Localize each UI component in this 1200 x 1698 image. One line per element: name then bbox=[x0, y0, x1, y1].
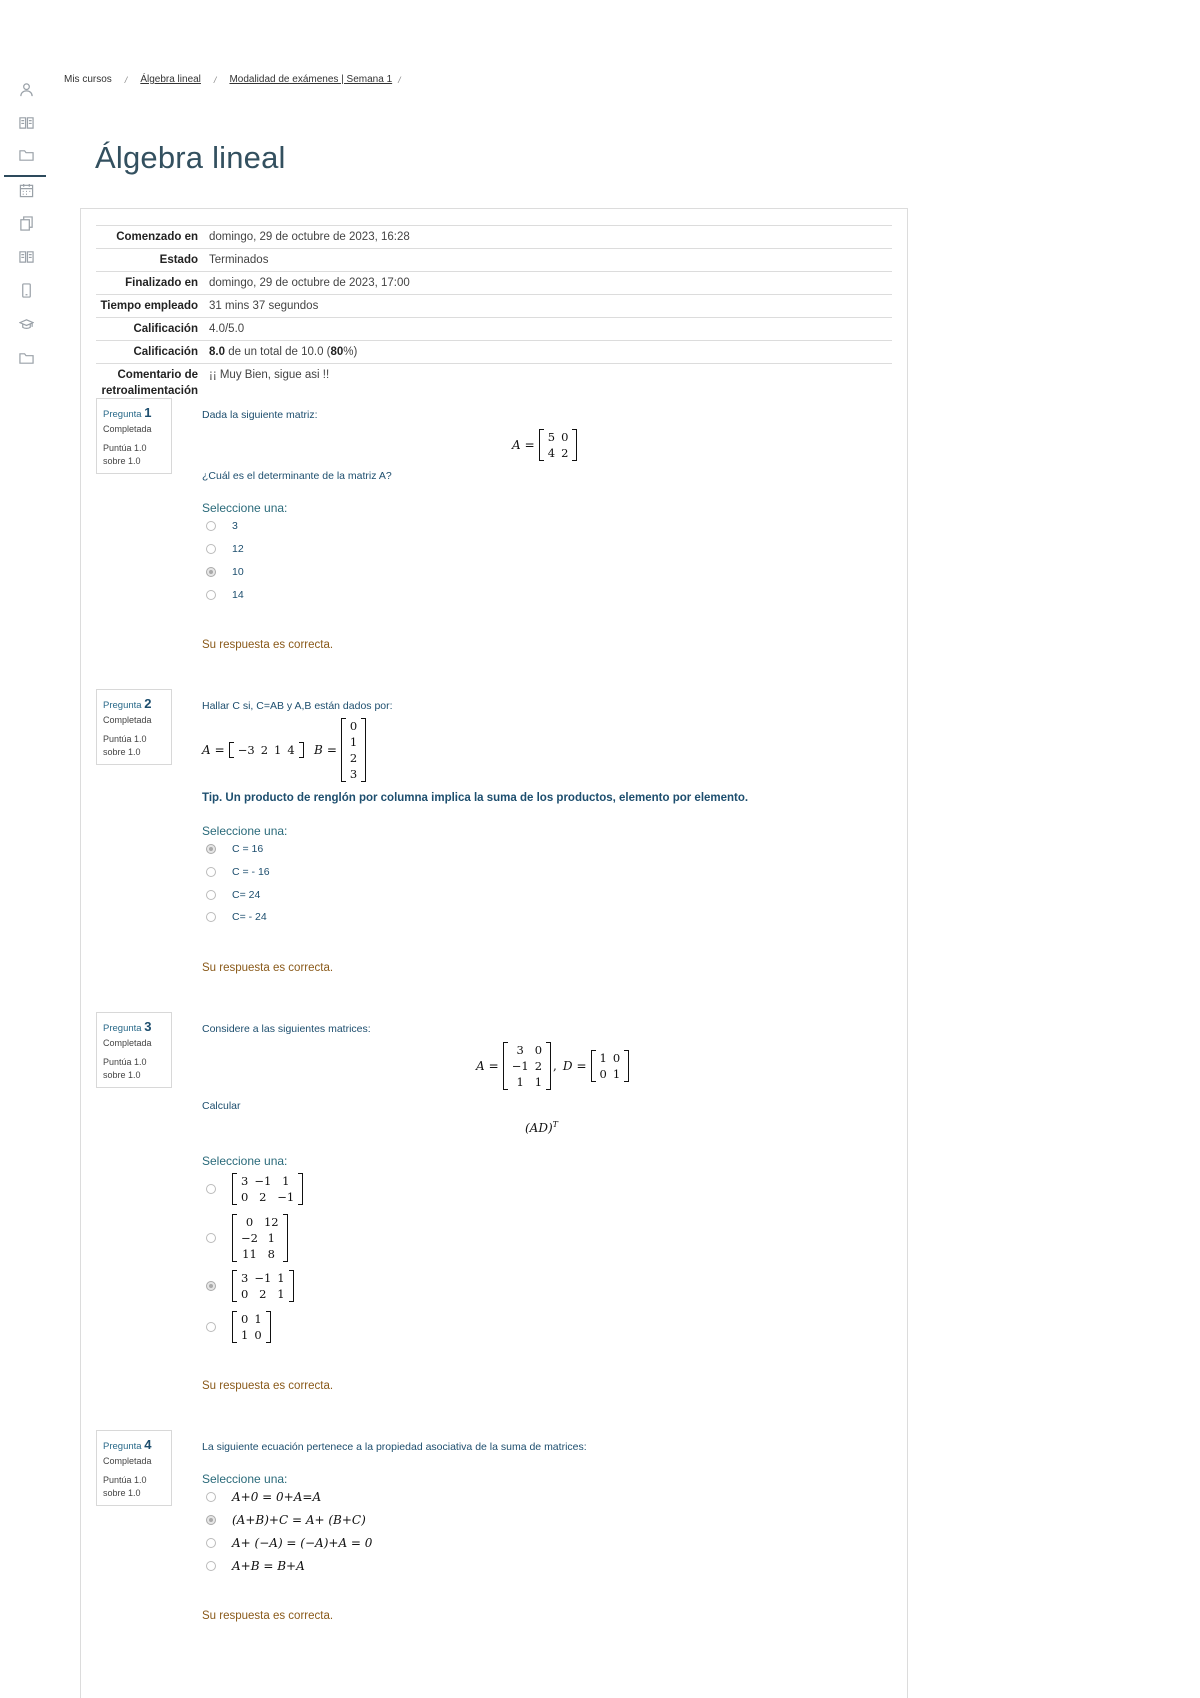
matrix: 5 0 4 2 bbox=[539, 429, 578, 461]
answer-option[interactable]: 12 bbox=[206, 543, 244, 555]
option-matrix: 0 12 −2 1 11 8 bbox=[232, 1214, 288, 1262]
radio-button[interactable] bbox=[206, 1184, 216, 1194]
answer-option[interactable]: C = - 16 bbox=[206, 866, 270, 878]
breadcrumb-separator: / bbox=[398, 74, 401, 85]
question-grade: Puntúa 1.0 sobre 1.0 bbox=[103, 1057, 147, 1080]
matrix-equation: A = −3 2 1 4 bbox=[202, 742, 306, 758]
option-matrix: 3 −1 1 0 2 1 bbox=[232, 1270, 294, 1302]
answer-option[interactable]: 3 bbox=[206, 520, 238, 532]
quiz-summary-table bbox=[96, 225, 892, 402]
question-text: ¿Cuál es el determinante de la matriz A? bbox=[202, 470, 392, 482]
summary-row bbox=[96, 318, 892, 341]
summary-value: 8.0 de un total de 10.0 (80%) bbox=[209, 346, 358, 358]
matrix: 3 0 −1 2 1 1 bbox=[503, 1042, 551, 1090]
option-matrix: 3 −1 1 0 2 −1 bbox=[232, 1173, 303, 1205]
answer-option[interactable]: C= - 24 bbox=[206, 911, 267, 923]
summary-label: Finalizado en bbox=[125, 277, 198, 289]
summary-label: Comenzado en bbox=[116, 231, 198, 243]
question-state: Completada bbox=[103, 1038, 152, 1048]
answer-option[interactable]: A+ (−A) = (−A)+A = 0 bbox=[206, 1536, 372, 1550]
answer-option[interactable]: A+B = B+A bbox=[206, 1559, 305, 1573]
breadcrumb bbox=[64, 74, 401, 85]
radio-button[interactable] bbox=[206, 890, 216, 900]
answer-option[interactable] bbox=[206, 1173, 305, 1205]
radio-button-selected[interactable] bbox=[206, 1281, 216, 1291]
summary-label: Calificación bbox=[133, 323, 198, 335]
radio-button[interactable] bbox=[206, 590, 216, 600]
question-text: La siguiente ecuación pertenece a la propiedad asociativa de la suma de matrices: bbox=[202, 1441, 587, 1453]
breadcrumb-home[interactable]: Mis cursos bbox=[64, 74, 112, 85]
radio-button[interactable] bbox=[206, 1322, 216, 1332]
summary-label: Comentario de retroalimentación bbox=[101, 369, 198, 397]
radio-button-selected[interactable] bbox=[206, 844, 216, 854]
summary-value: domingo, 29 de octubre de 2023, 17:00 bbox=[209, 277, 410, 289]
folder-icon[interactable] bbox=[18, 350, 34, 366]
radio-button-selected[interactable] bbox=[206, 567, 216, 577]
question-number: Pregunta 4 bbox=[103, 1437, 152, 1452]
matrix-equation: A = 3 0 −1 2 1 1 , D = 1 0 0 1 bbox=[476, 1042, 631, 1090]
answer-option[interactable] bbox=[206, 1214, 290, 1262]
question-text: Considere a las siguientes matrices: bbox=[202, 1023, 371, 1035]
select-prompt: Seleccione una: bbox=[202, 824, 288, 838]
question-feedback: Su respuesta es correcta. bbox=[202, 639, 334, 651]
radio-button[interactable] bbox=[206, 544, 216, 554]
radio-button-selected[interactable] bbox=[206, 1515, 216, 1525]
question-grade: Puntúa 1.0 sobre 1.0 bbox=[103, 1475, 147, 1498]
question-info-box bbox=[96, 689, 172, 765]
question-text: Dada la siguiente matriz: bbox=[202, 409, 318, 421]
question-number: Pregunta 1 bbox=[103, 405, 152, 420]
question-feedback: Su respuesta es correcta. bbox=[202, 962, 334, 974]
breadcrumb-course-link[interactable]: Álgebra lineal bbox=[140, 74, 201, 85]
math-expression: (AD)$^T$ bbox=[525, 1120, 558, 1135]
sidebar-active-indicator bbox=[4, 175, 46, 177]
summary-row bbox=[96, 341, 892, 364]
summary-value: 31 mins 37 segundos bbox=[209, 300, 319, 312]
breadcrumb-section-link[interactable]: Modalidad de exámenes | Semana 1 bbox=[229, 74, 393, 85]
question-info-box bbox=[96, 398, 172, 474]
radio-button[interactable] bbox=[206, 1561, 216, 1571]
summary-value: ¡¡ Muy Bien, sigue asi !! bbox=[209, 369, 330, 381]
summary-row bbox=[96, 249, 892, 272]
question-number: Pregunta 2 bbox=[103, 696, 152, 711]
radio-button[interactable] bbox=[206, 1233, 216, 1243]
question-state: Completada bbox=[103, 424, 152, 434]
summary-label: Tiempo empleado bbox=[100, 300, 198, 312]
matrix-equation: A = 5 0 4 2 bbox=[512, 429, 579, 461]
copy-icon[interactable] bbox=[18, 215, 34, 231]
radio-button[interactable] bbox=[206, 867, 216, 877]
mobile-icon[interactable] bbox=[18, 282, 34, 298]
question-number: Pregunta 3 bbox=[103, 1019, 152, 1034]
summary-value: domingo, 29 de octubre de 2023, 16:28 bbox=[209, 231, 410, 243]
summary-value: Terminados bbox=[209, 254, 269, 266]
answer-option[interactable]: (A+B)+C = A+ (B+C) bbox=[206, 1513, 366, 1527]
question-feedback: Su respuesta es correcta. bbox=[202, 1610, 334, 1622]
select-prompt: Seleccione una: bbox=[202, 1472, 288, 1486]
answer-option[interactable]: C = 16 bbox=[206, 843, 263, 855]
breadcrumb-separator: / bbox=[124, 74, 128, 85]
question-tip: Tip. Un producto de renglón por columna implica la suma de los productos, elemento por elemento. bbox=[202, 792, 749, 804]
summary-row bbox=[96, 295, 892, 318]
answer-option[interactable]: 10 bbox=[206, 566, 244, 578]
answer-option[interactable] bbox=[206, 1270, 296, 1302]
summary-row bbox=[96, 272, 892, 295]
summary-label: Calificación bbox=[133, 346, 198, 358]
matrix: −3 2 1 4 bbox=[229, 742, 304, 758]
answer-option[interactable] bbox=[206, 1311, 273, 1343]
question-grade: Puntúa 1.0 sobre 1.0 bbox=[103, 443, 147, 466]
user-icon[interactable] bbox=[18, 81, 34, 97]
question-state: Completada bbox=[103, 715, 152, 725]
graduation-cap-icon[interactable] bbox=[18, 316, 34, 332]
option-matrix: 0 1 1 0 bbox=[232, 1311, 271, 1343]
radio-button[interactable] bbox=[206, 912, 216, 922]
breadcrumb-separator: / bbox=[213, 74, 217, 85]
question-info-box bbox=[96, 1012, 172, 1088]
folder-icon[interactable] bbox=[18, 147, 34, 163]
matrix: 1 0 0 1 bbox=[591, 1050, 630, 1082]
matrix: 0 1 2 3 bbox=[341, 718, 366, 782]
question-state: Completada bbox=[103, 1456, 152, 1466]
answer-option[interactable]: 14 bbox=[206, 589, 244, 601]
question-feedback: Su respuesta es correcta. bbox=[202, 1380, 334, 1392]
question-text: Hallar C si, C=AB y A,B están dados por: bbox=[202, 700, 393, 712]
summary-value: 4.0/5.0 bbox=[209, 323, 245, 335]
summary-row bbox=[96, 226, 892, 249]
book-icon[interactable] bbox=[18, 248, 34, 264]
answer-option[interactable]: C= 24 bbox=[206, 889, 260, 901]
page-title: Álgebra lineal bbox=[95, 140, 286, 175]
radio-button[interactable] bbox=[206, 1538, 216, 1548]
book-icon[interactable] bbox=[18, 114, 34, 130]
calendar-icon[interactable] bbox=[18, 182, 34, 198]
summary-label: Estado bbox=[159, 254, 198, 266]
question-text: Calcular bbox=[202, 1100, 241, 1112]
question-info-box bbox=[96, 1430, 172, 1506]
question-grade: Puntúa 1.0 sobre 1.0 bbox=[103, 734, 147, 757]
answer-option[interactable]: A+0 = 0+A=A bbox=[206, 1490, 321, 1504]
select-prompt: Seleccione una: bbox=[202, 1154, 288, 1168]
matrix-equation: B = 0 1 2 3 bbox=[314, 718, 368, 782]
summary-row bbox=[96, 364, 892, 403]
radio-button[interactable] bbox=[206, 521, 216, 531]
radio-button[interactable] bbox=[206, 1492, 216, 1502]
select-prompt: Seleccione una: bbox=[202, 501, 288, 515]
